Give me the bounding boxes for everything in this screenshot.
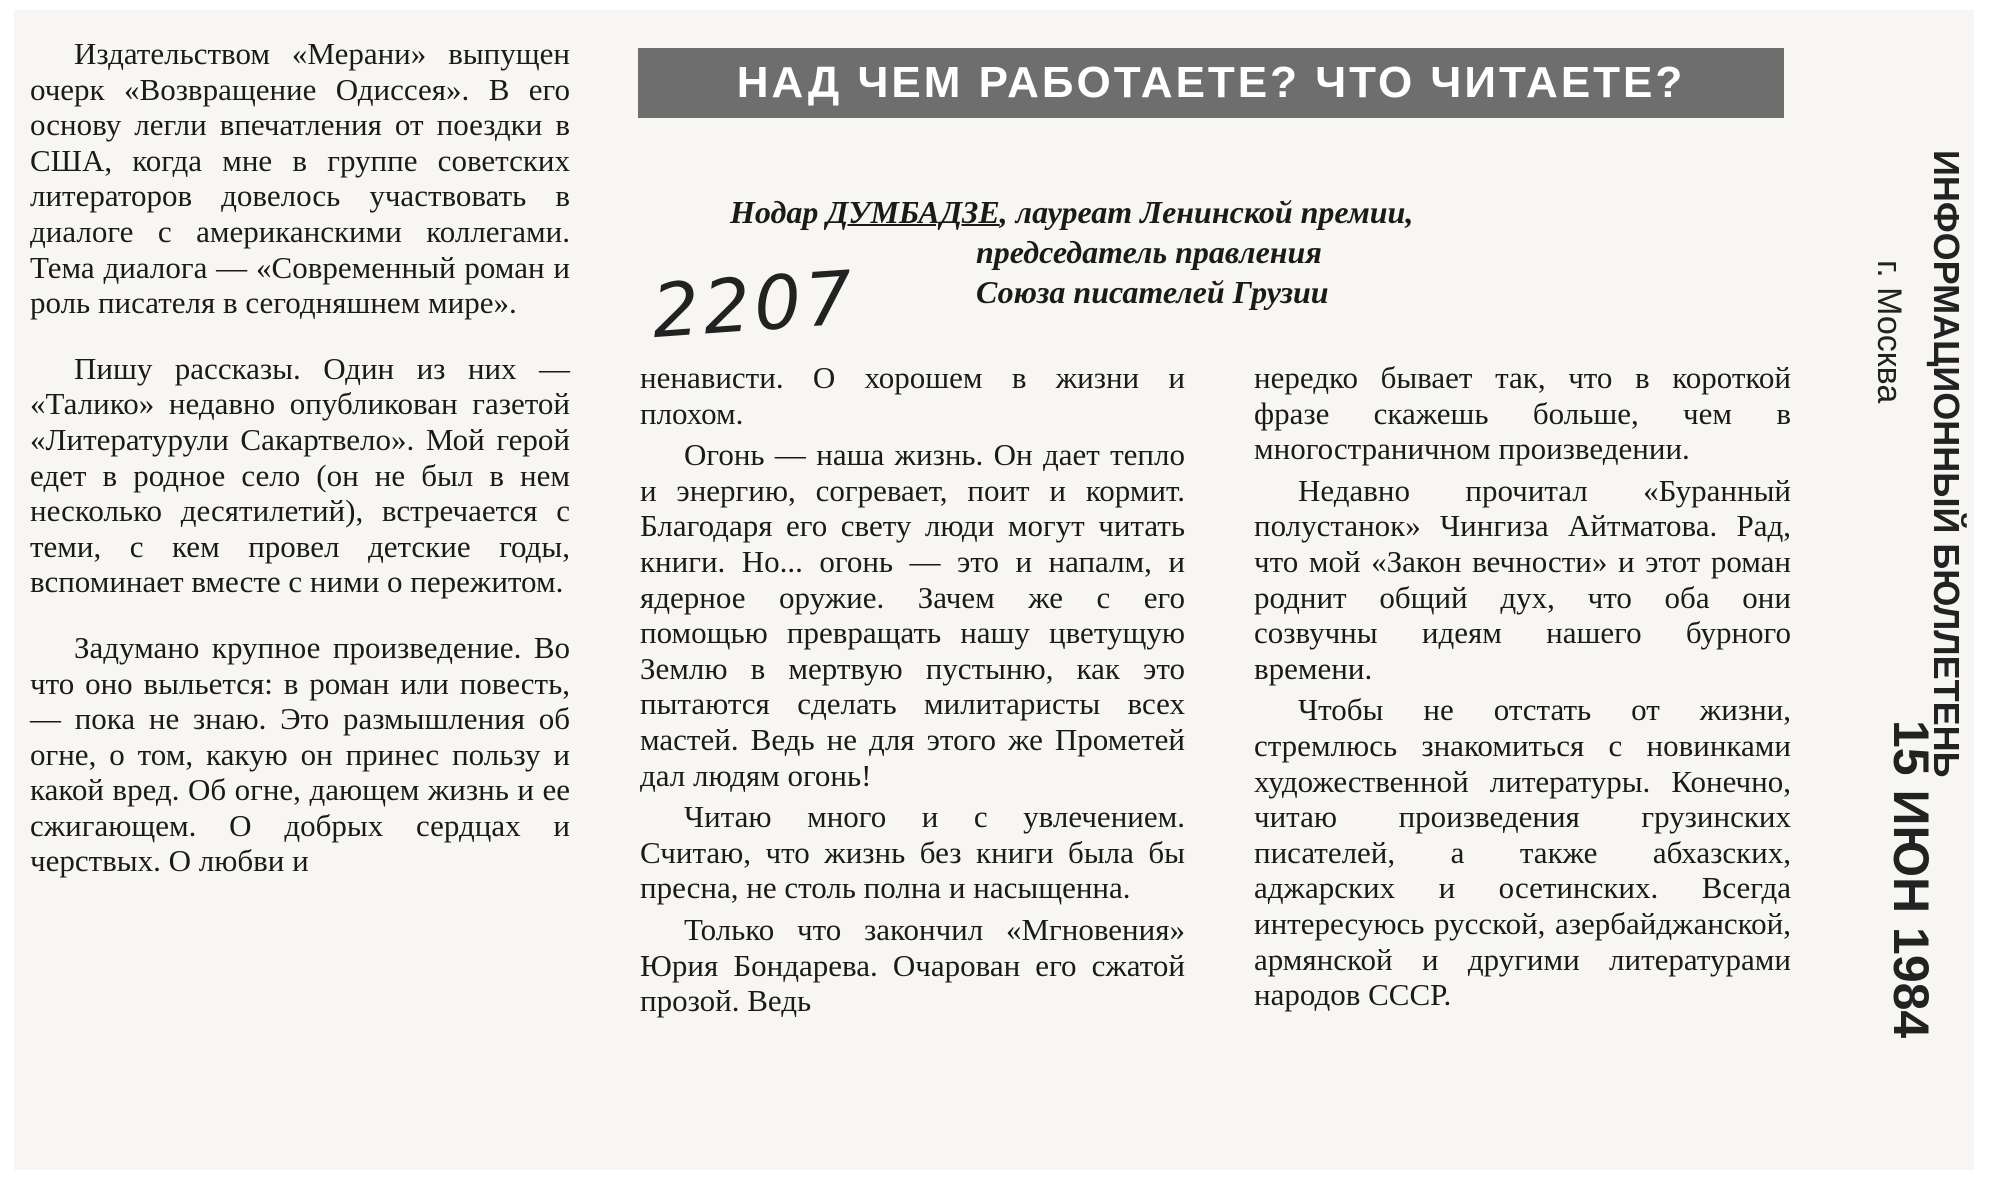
author-prefix: Нодар (730, 194, 827, 230)
paragraph: Чтобы не отстать от жизни, стремлюсь знакомиться с новинками художественной литературы. Конечно, читаю произведения грузинских писателей, а также абхазских, аджарских и осетинских. Всегда интересуюсь русской, азербайджанской, армянской и другими литературами народов СССР. (1254, 692, 1791, 1013)
author-name: ДУМБАДЗЕ (826, 194, 1000, 230)
stamp-date: 15 ИЮН 1984 (1883, 720, 1939, 1039)
author-title: , лауреат Ленинской премии, (999, 194, 1414, 230)
paragraph: Огонь — наша жизнь. Он дает тепло и энергию, согревает, поит и кормит. Благодаря его свету люди могут читать книги. Но... огонь — это и напалм, и ядерное оружие. Зачем же с его помощью превращать нашу цветущую Землю в мертвую пустыню, как это пытаются сделать милитаристы всех мастей. Ведь не для этого же Прометей дал людям огонь! (640, 437, 1185, 793)
date-stamp (1838, 150, 1967, 1150)
stamp-line-1: ИНФОРМАЦИОННЫЙ БЮЛЛЕТЕНЬ (1926, 150, 1967, 778)
byline-line-2: председатель правления (976, 234, 1322, 270)
paragraph: нередко бывает так, что в короткой фразе скажешь больше, чем в многостраничном произведении. (1254, 360, 1791, 467)
article-column-2 (640, 360, 1185, 1025)
handwritten-number: 2207 (649, 254, 860, 356)
byline-line-1 (730, 192, 1830, 232)
paragraph: Задумано крупное произведение. Во что оно выльется: в роман или повесть, — пока не знаю. Это размышления об огне, о том, какую он принес пользу и какой вред. Об огне, дающем жизнь и ее сжигающем. О добрых сердцах и черствых. О любви и (30, 629, 570, 879)
paragraph: Читаю много и с увлечением. Считаю, что жизнь без книги была бы пресна, не столь полна и насыщенна. (640, 799, 1185, 906)
byline-line-3: Союза писателей Грузии (976, 274, 1329, 310)
paragraph: Издательством «Мерани» выпущен очерк «Возвращение Одиссея». В его основу легли впечатления от поездки в США, когда мне в группе советских литераторов довелось участвовать в диалоге с американскими коллегами. Тема диалога — «Современный роман и роль писателя в сегодняшнем мире». (30, 36, 570, 321)
paragraph: ненависти. О хорошем в жизни и плохом. (640, 360, 1185, 431)
section-banner: НАД ЧЕМ РАБОТАЕТЕ? ЧТО ЧИТАЕТЕ? (638, 48, 1784, 118)
paragraph: Пишу рассказы. Один из них — «Талико» недавно опубликован газетой «Литературули Сакартвело». Мой герой едет в родное село (он не был в нем несколько десятилетий), встречается с теми, с кем провел детские годы, вспоминает вместе с ними о пережитом. (30, 350, 570, 600)
paragraph: Недавно прочитал «Буранный полустанок» Чингиза Айтматова. Рад, что мой «Закон вечности» и этот роман роднит общий дух, что оба они созвучны идеям нашего бурного времени. (1254, 472, 1791, 686)
stamp-line-2: г. Москва (1870, 260, 1908, 404)
paragraph: Только что закончил «Мгновения» Юрия Бондарева. Очарован его сжатой прозой. Ведь (640, 911, 1185, 1019)
article-column-1 (30, 36, 570, 909)
author-byline (690, 192, 1830, 312)
article-column-3 (1254, 360, 1791, 1019)
